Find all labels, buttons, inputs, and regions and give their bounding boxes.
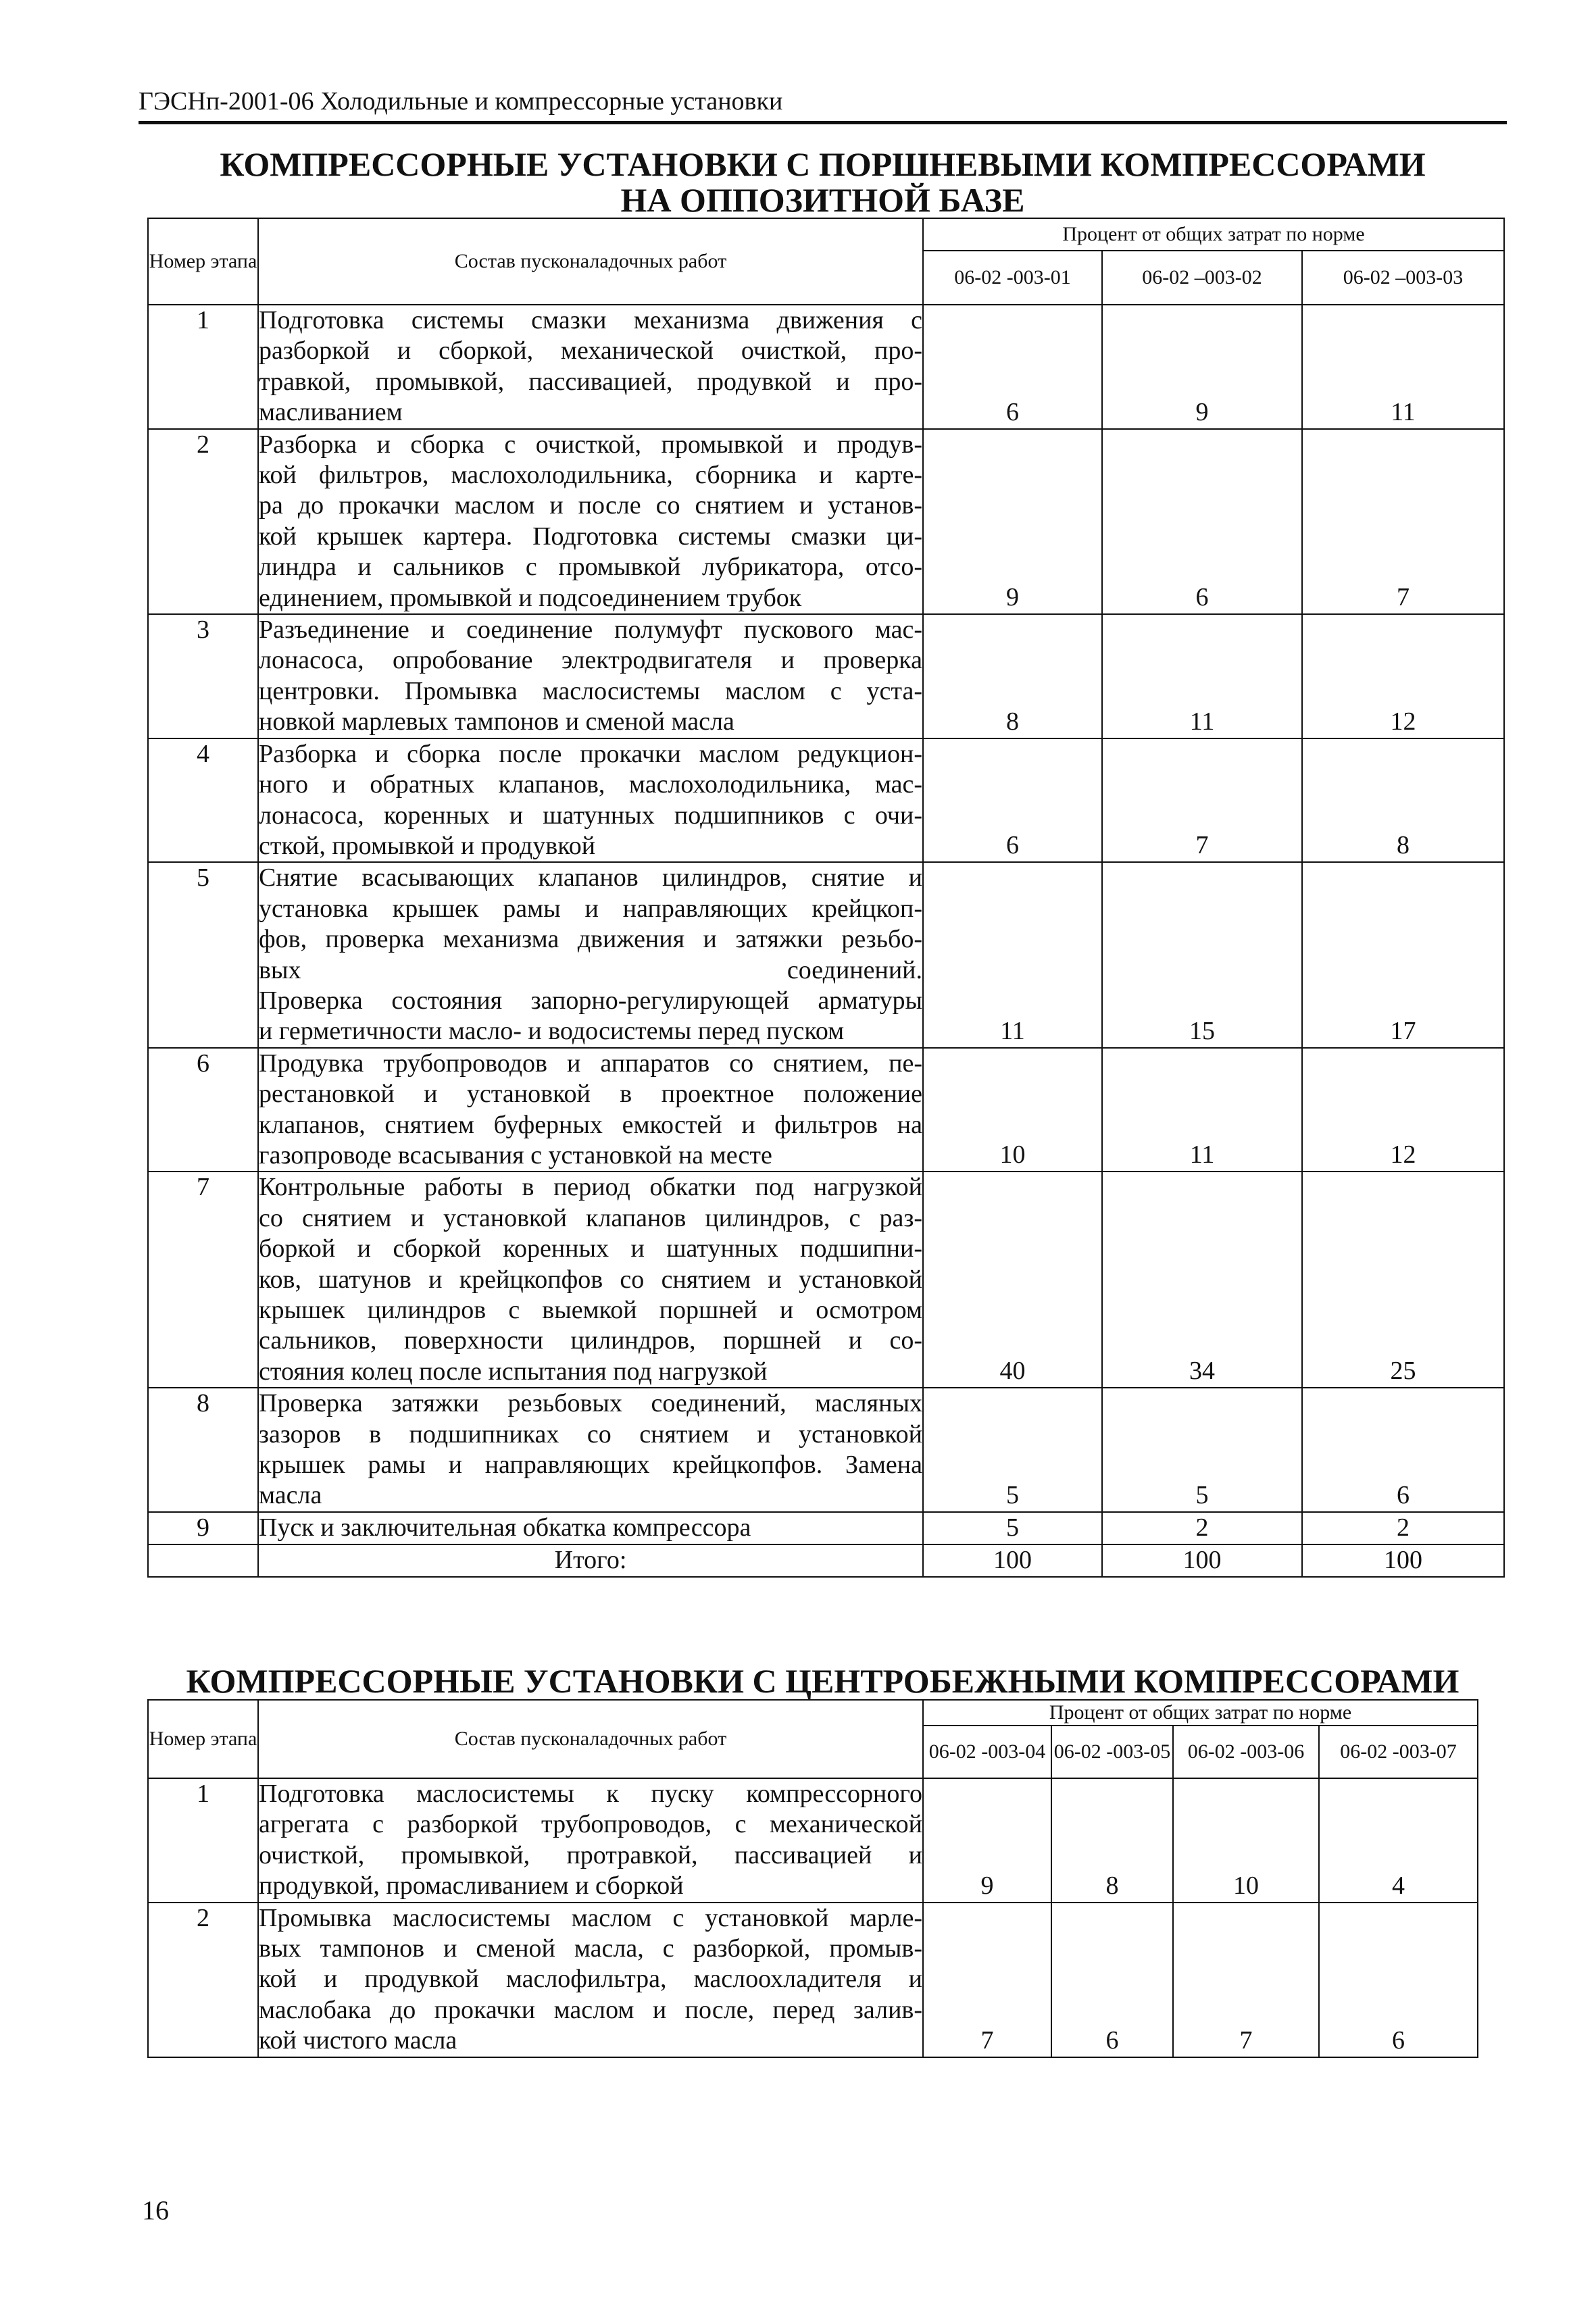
- stage-number: 8: [148, 1388, 258, 1512]
- section1-title-line1: КОМПРЕССОРНЫЕ УСТАНОВКИ С ПОРШНЕВЫМИ КОМПРЕССОРАМИ: [220, 145, 1426, 183]
- section2-title: КОМПРЕССОРНЫЕ УСТАНОВКИ С ЦЕНТРОБЕЖНЫМИ КОМПРЕССОРАМИ: [186, 1662, 1460, 1700]
- table-row: [148, 1048, 1504, 1172]
- work-line: Промывка маслосистемы маслом с установкой марле-: [259, 1903, 922, 1932]
- work-line: агрегата с разборкой трубопроводов, с механической: [259, 1810, 922, 1839]
- work-description: [258, 1048, 923, 1172]
- work-line: продувкой, промасливанием и сборкой: [259, 1871, 684, 1901]
- stage-number: 3: [148, 614, 258, 738]
- work-line: центровки. Промывка маслосистемы маслом с уста-: [259, 676, 922, 705]
- percent-value: 11: [1102, 1048, 1302, 1172]
- stage-number: 4: [148, 738, 258, 863]
- work-line: ра до прокачки маслом и после со снятием и установ-: [259, 491, 922, 520]
- work-line: кой фильтров, маслохолодильника, сборника и карте-: [259, 461, 922, 490]
- norm-code-header: 06-02 -003-04: [923, 1726, 1051, 1778]
- total-value: 100: [1102, 1544, 1302, 1577]
- norm-code-header: 06-02 -003-06: [1173, 1726, 1319, 1778]
- work-line: кой крышек картера. Подготовка системы смазки ци-: [259, 522, 922, 551]
- percent-value: 10: [1173, 1778, 1319, 1903]
- norm-code-header: 06-02 -003-01: [923, 251, 1102, 305]
- norm-code-header: 06-02 –003-03: [1302, 251, 1504, 305]
- header-works: Состав пусконаладочных работ: [258, 1700, 923, 1778]
- table-row: [148, 738, 1504, 863]
- stage-number: 1: [148, 1778, 258, 1903]
- work-description: [258, 614, 923, 738]
- work-line: сткой, промывкой и продувкой: [259, 831, 596, 860]
- table-centrifugal-compressors: [147, 1699, 1478, 2058]
- work-line: Разъединение и соединение полумуфт пускового мас-: [259, 615, 922, 645]
- work-line: новкой марлевых тампонов и сменой масла: [259, 707, 734, 736]
- norm-code-header: 06-02 –003-02: [1102, 251, 1302, 305]
- norm-code-header: 06-02 -003-05: [1051, 1726, 1173, 1778]
- percent-value: 9: [923, 1778, 1051, 1903]
- work-line: газопроводе всасывания с установкой на месте: [259, 1140, 772, 1169]
- work-line: установка крышек рамы и направляющих крейцкоп-: [259, 894, 922, 923]
- work-line: разборкой и сборкой, механической очисткой, про-: [259, 336, 922, 366]
- work-description: [258, 305, 923, 429]
- work-description: [258, 1388, 923, 1512]
- work-line: сальников, поверхности цилиндров, поршней и со-: [259, 1326, 922, 1355]
- percent-value: 7: [923, 1903, 1051, 2057]
- work-line: очисткой, промывкой, протравкой, пассивацией и: [259, 1840, 922, 1869]
- work-line: со снятием и установкой клапанов цилиндров, с раз-: [259, 1203, 922, 1232]
- percent-value: 7: [1302, 429, 1504, 614]
- work-line: Снятие всасывающих клапанов цилиндров, снятие и: [259, 863, 922, 892]
- percent-value: 9: [923, 429, 1102, 614]
- percent-value: 12: [1302, 614, 1504, 738]
- percent-value: 11: [1102, 614, 1302, 738]
- work-line: кой чистого масла: [259, 2026, 457, 2055]
- percent-value: 40: [923, 1172, 1102, 1388]
- percent-value: 6: [923, 738, 1102, 863]
- percent-value: 6: [1051, 1903, 1173, 2057]
- work-line: боркой и сборкой коренных и шатунных подшипни-: [259, 1234, 922, 1263]
- percent-value: 25: [1302, 1172, 1504, 1388]
- work-description: [258, 862, 923, 1047]
- work-line: стояния колец после испытания под нагрузкой: [259, 1357, 768, 1386]
- table-row: [148, 1903, 1478, 2057]
- percent-value: 2: [1102, 1512, 1302, 1544]
- table-row: [148, 305, 1504, 429]
- work-line: маслобака до прокачки маслом и после, перед залив-: [259, 1995, 922, 2024]
- norm-code-header: 06-02 -003-07: [1319, 1726, 1478, 1778]
- percent-value: 4: [1319, 1778, 1478, 1903]
- percent-value: 11: [1302, 305, 1504, 429]
- work-line: вых тампонов и сменой масла, с разборкой, промыв-: [259, 1934, 922, 1963]
- percent-value: 6: [1319, 1903, 1478, 2057]
- table-row: [148, 1172, 1504, 1388]
- work-line: Разборка и сборка после прокачки маслом редукцион-: [259, 739, 922, 768]
- stage-number: 5: [148, 862, 258, 1047]
- work-line: Проверка состояния запорно-регулирующей арматуры: [259, 986, 922, 1015]
- work-line: Подготовка маслосистемы к пуску компрессорного: [259, 1780, 922, 1808]
- work-description: [258, 1512, 923, 1544]
- section1-title-line2: НА ОППОЗИТНОЙ БАЗЕ: [620, 181, 1025, 219]
- work-line: линдра и сальников с промывкой лубрикатора, отсо-: [259, 553, 922, 582]
- work-line: фов, проверка механизма движения и затяжки резьбо-: [259, 925, 922, 954]
- work-line: вых соединений.: [259, 955, 922, 984]
- total-value: 100: [1302, 1544, 1504, 1577]
- header-percent: Процент от общих затрат по норме: [923, 218, 1504, 251]
- work-description: [258, 1172, 923, 1388]
- table-piston-compressors: [147, 218, 1505, 1578]
- total-label: Итого:: [258, 1544, 923, 1577]
- work-line: Подготовка системы смазки механизма движения с: [259, 306, 922, 334]
- work-line: кой и продувкой маслофильтра, маслоохладителя и: [259, 1965, 922, 1994]
- work-line: лонасоса, опробование электродвигателя и проверка: [259, 646, 922, 675]
- work-line: рестановкой и установкой в проектное положение: [259, 1080, 922, 1109]
- work-line: Разборка и сборка с очисткой, промывкой и продув-: [259, 430, 922, 459]
- percent-value: 15: [1102, 862, 1302, 1047]
- work-line: масла: [259, 1481, 322, 1510]
- percent-value: 8: [1051, 1778, 1173, 1903]
- work-line: крышек рамы и направляющих крейцкопфов. Замена: [259, 1451, 922, 1480]
- header-stage-number: Номер этапа: [148, 218, 258, 305]
- work-description: [258, 738, 923, 863]
- running-header: ГЭСНп-2001-06 Холодильные и компрессорные установки: [139, 84, 1507, 124]
- percent-value: 8: [1302, 738, 1504, 863]
- table-row: [148, 1778, 1478, 1903]
- work-line: единением, промывкой и подсоединением трубок: [259, 583, 802, 612]
- percent-value: 6: [923, 305, 1102, 429]
- percent-value: 5: [923, 1388, 1102, 1512]
- work-line: лонасоса, коренных и шатунных подшипников с очи-: [259, 801, 922, 830]
- work-description: [258, 429, 923, 614]
- work-line: Контрольные работы в период обкатки под нагрузкой: [259, 1173, 922, 1202]
- total-empty-cell: [148, 1544, 258, 1577]
- percent-value: 17: [1302, 862, 1504, 1047]
- percent-value: 7: [1102, 738, 1302, 863]
- table-row: [148, 1512, 1504, 1544]
- percent-value: 5: [923, 1512, 1102, 1544]
- stage-number: 1: [148, 305, 258, 429]
- stage-number: 2: [148, 429, 258, 614]
- total-value: 100: [923, 1544, 1102, 1577]
- percent-value: 6: [1302, 1388, 1504, 1512]
- total-row: [148, 1544, 1504, 1577]
- percent-value: 10: [923, 1048, 1102, 1172]
- percent-value: 8: [923, 614, 1102, 738]
- work-line: клапанов, снятием буферных емкостей и фильтров на: [259, 1110, 922, 1139]
- table-row: [148, 1388, 1504, 1512]
- header-stage-number: Номер этапа: [148, 1700, 258, 1778]
- percent-value: 11: [923, 862, 1102, 1047]
- percent-value: 7: [1173, 1903, 1319, 2057]
- work-line: крышек цилиндров с выемкой поршней и осмотром: [259, 1296, 922, 1324]
- stage-number: 9: [148, 1512, 258, 1544]
- work-description: [258, 1903, 923, 2057]
- percent-value: 2: [1302, 1512, 1504, 1544]
- header-percent: Процент от общих затрат по норме: [923, 1700, 1478, 1726]
- percent-value: 12: [1302, 1048, 1504, 1172]
- table-row: [148, 614, 1504, 738]
- work-line: зазоров в подшипниках со снятием и установкой: [259, 1419, 922, 1449]
- work-line: и герметичности масло- и водосистемы перед пуском: [259, 1017, 845, 1046]
- work-line: Проверка затяжки резьбовых соединений, масляных: [259, 1389, 922, 1418]
- stage-number: 2: [148, 1903, 258, 2057]
- stage-number: 7: [148, 1172, 258, 1388]
- table-row: [148, 429, 1504, 614]
- header-works: Состав пусконаладочных работ: [258, 218, 923, 305]
- stage-number: 6: [148, 1048, 258, 1172]
- work-line: ков, шатунов и крейцкопфов со снятием и установкой: [259, 1265, 922, 1294]
- percent-value: 5: [1102, 1388, 1302, 1512]
- work-line: Продувка трубопроводов и аппаратов со снятием, пе-: [259, 1049, 922, 1078]
- work-line: масливанием: [259, 398, 403, 427]
- percent-value: 34: [1102, 1172, 1302, 1388]
- percent-value: 9: [1102, 305, 1302, 429]
- page-number: 16: [142, 2195, 169, 2225]
- work-line: ного и обратных клапанов, маслохолодильника, мас-: [259, 770, 922, 799]
- work-line: травкой, промывкой, пассивацией, продувкой и про-: [259, 367, 922, 396]
- percent-value: 6: [1102, 429, 1302, 614]
- work-line: Пуск и заключительная обкатка компрессора: [259, 1513, 751, 1542]
- table-row: [148, 862, 1504, 1047]
- work-description: [258, 1778, 923, 1903]
